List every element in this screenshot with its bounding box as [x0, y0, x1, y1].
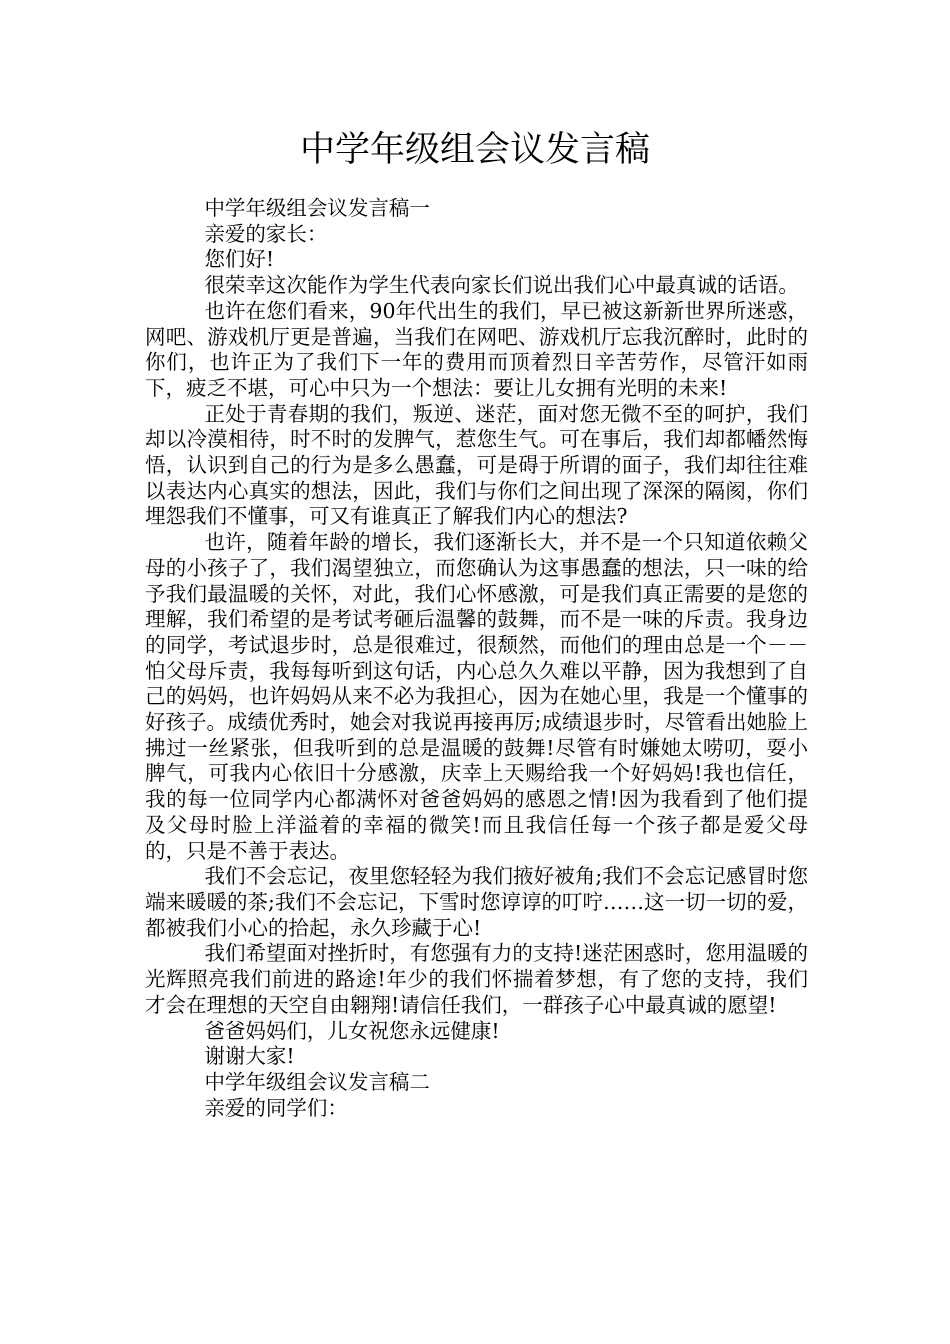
paragraph: 您们好!: [204, 247, 275, 272]
paragraph: 很荣幸这次能作为学生代表向家长们说出我们心中最真诚的话语。: [204, 273, 799, 298]
document-title: 中学年级组会议发言稿: [299, 130, 650, 170]
paragraph: 亲爱的家长：: [204, 221, 328, 246]
paragraph: 也许在您们看来，90年代出生的我们，早已被这新新世界所迷惑，网吧、游戏机厅更是普遍，当我们在网吧、游戏机厅忘我沉醉时，此时的你们，也许正为了我们下一年的费用而顶着烈日辛苦劳作，尽管汗如雨下，疲乏不堪，可心中只为一个想法：要让儿女拥有光明的未来!: [145, 298, 808, 400]
paragraph: 我们希望面对挫折时，有您强有力的支持!迷茫困惑时，您用温暖的光辉照亮我们前进的路途!年少的我们怀揣着梦想，有了您的支持，我们才会在理想的天空自由翱翔!请信任我们，一群孩子心中最真诚的愿望!: [145, 941, 808, 1017]
paragraph: 亲爱的同学们：: [204, 1095, 348, 1120]
paragraph: 爸爸妈妈们，儿女祝您永远健康!: [204, 1018, 500, 1043]
paragraph: 也许，随着年龄的增长，我们逐渐长大，并不是一个只知道依赖父母的小孩子了，我们渴望独立，而您确认为这事愚蠢的想法，只一味的给予我们最温暖的关怀，对此，我们心怀感激，可是我们真正需要的是您的理解，我们希望的是考试考砸后温馨的鼓舞，而不是一味的斥责。我身边的同学，考试退步时，总是很难过，很颓然，而他们的理由总是一个－－怕父母斥责，我每每听到这句话，内心总久久难以平静，因为我想到了自己的妈妈，也许妈妈从来不必为我担心，因为在她心里，我是一个懂事的好孩子。成绩优秀时，她会对我说再接再厉;成绩退步时，尽管看出她脸上拂过一丝紧张，但我听到的总是温暖的鼓舞!尽管有时嫌她太唠叨，耍小脾气，可我内心依旧十分感激，庆幸上天赐给我一个好妈妈!我也信任，我的每一位同学内心都满怀对爸爸妈妈的感恩之情!因为我看到了他们提及父母时脸上洋溢着的幸福的微笑!而且我信任每一个孩子都是爱父母的，只是不善于表达。: [145, 530, 808, 863]
document-body: [145, 196, 808, 1121]
paragraph: 谢谢大家!: [204, 1044, 295, 1069]
paragraph: 中学年级组会议发言稿二: [204, 1069, 430, 1094]
paragraph: 我们不会忘记，夜里您轻轻为我们掖好被角;我们不会忘记感冒时您端来暖暖的茶;我们不会忘记，下雪时您谆谆的叮咛……这一切一切的爱，都被我们小心的拾起，永久珍藏于心!: [145, 864, 808, 940]
paragraph: 中学年级组会议发言稿一: [204, 196, 430, 220]
paragraph: 正处于青春期的我们，叛逆、迷茫，面对您无微不至的呵护，我们却以冷漠相待，时不时的发脾气，惹您生气。可在事后，我们却都幡然悔悟，认识到自己的行为是多么愚蠢，可是碍于所谓的面子，我们却往往难以表达内心真实的想法，因此，我们与你们之间出现了深深的隔阂，你们埋怨我们不懂事，可又有谁真正了解我们内心的想法?: [145, 401, 808, 529]
